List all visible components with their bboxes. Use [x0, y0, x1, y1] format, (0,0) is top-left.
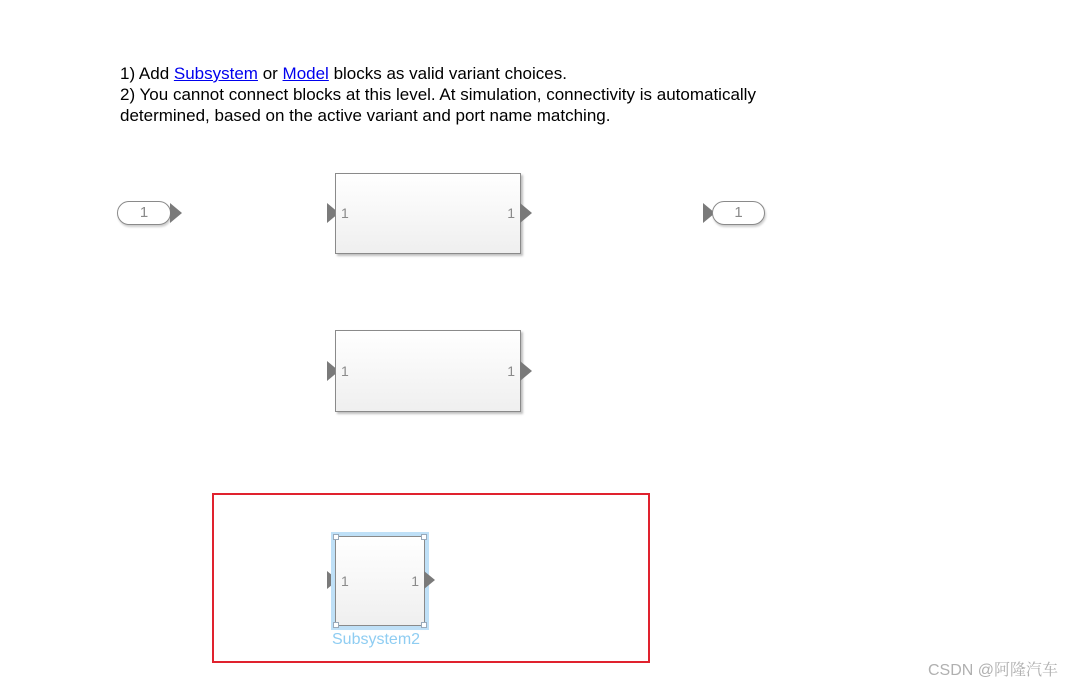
- block1-output-port-icon: [520, 203, 532, 223]
- outport-label: 1: [734, 204, 743, 221]
- subsystem2-out-label: 1: [411, 573, 419, 589]
- selection-handle-tr[interactable]: [421, 534, 427, 540]
- block1-out-label: 1: [507, 205, 515, 221]
- block2-in-label: 1: [341, 363, 349, 379]
- subsystem2-block[interactable]: [335, 536, 425, 626]
- selection-handle-br[interactable]: [421, 622, 427, 628]
- watermark: CSDN @阿隆汽车: [927, 662, 1058, 679]
- inport-block[interactable]: [117, 201, 171, 225]
- outport-block[interactable]: [712, 201, 765, 225]
- subsystem2-output-port-icon: [424, 571, 435, 589]
- note-line-1-suffix: blocks as valid variant choices.: [328, 64, 567, 83]
- annotation-note: [120, 63, 756, 126]
- selection-handle-bl[interactable]: [333, 622, 339, 628]
- inport-label: 1: [139, 204, 149, 221]
- block1-in-label: 1: [341, 205, 349, 221]
- subsystem2-name-label[interactable]: Subsystem2: [332, 631, 421, 648]
- note-line-1: [120, 63, 756, 84]
- variant-block-1[interactable]: [335, 173, 521, 254]
- variant-block-2[interactable]: [335, 330, 521, 412]
- note-line-2: 2) You cannot connect blocks at this level. At simulation, connectivity is automatically: [120, 85, 756, 104]
- block2-output-port-icon: [520, 361, 532, 381]
- block2-out-label: 1: [507, 363, 515, 379]
- selection-handle-tl[interactable]: [333, 534, 339, 540]
- note-line-1-prefix: 1) Add: [120, 64, 174, 83]
- model-link[interactable]: Model: [282, 64, 329, 83]
- note-line-3: determined, based on the active variant and port name matching.: [120, 106, 611, 125]
- subsystem2-in-label: 1: [341, 573, 349, 589]
- inport-arrow-icon: [170, 203, 182, 223]
- subsystem-link[interactable]: Subsystem: [173, 64, 258, 83]
- note-line-1-or: or: [257, 64, 283, 83]
